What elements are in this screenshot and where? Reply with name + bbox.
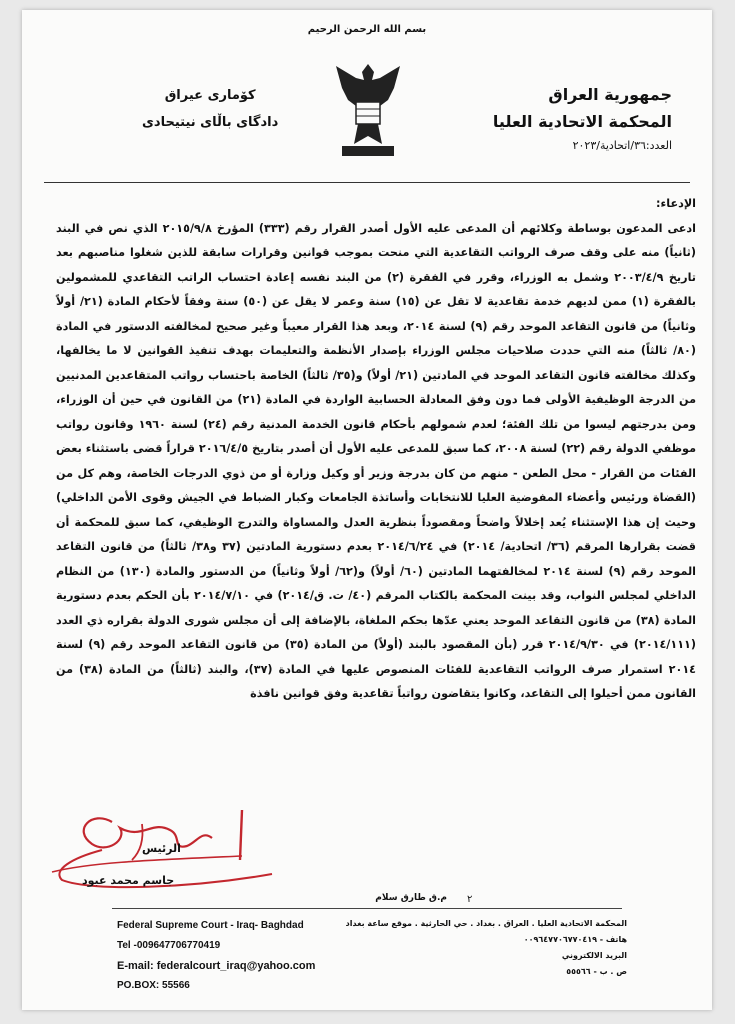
kurdish-court: دادگای باڵای نیتيحادی (142, 115, 279, 130)
footer-ar-pobox: ص . ب - ٥٥٥٦٦ (566, 967, 627, 976)
footer-ar-address: المحكمة الاتحادية العليا . العراق . بغداد . حي الحارثية . موقع ساعة بغداد (345, 919, 627, 928)
copy-to-initials: م.ق طارق سلام (375, 893, 447, 903)
header-arabic (493, 85, 672, 152)
claim-paragraph: ادعى المدعون بوساطة وكلائهم أن المدعى عليه الأول أصدر القرار رقم (٣٣٣) المؤرخ ٢٠١٥/٩/٨ الذي نص في البند (ثانياً) منه على وقف صرف الرواتب التقاعدية التي منحت بموجب قوانين وقرارات سابقة للذين شغلوا مناصبهم بعد تاريخ ٢٠٠٣/٤/٩ وشمل به الوزراء، وقرر في الفقرة (٢) من البند نفسه إعادة احتساب الراتب التقاعدي للمشمولين بالفقرة (١) ممن لديهم خدمة تقاعدية لا تقل عن (١٥) سنة وعمر لا يقل عن (٥٠) سنة وفقاً لأحكام المادة (٢١/ أولاً وثانياً) من قانون التقاعد الموحد رقم (٩) لسنة ٢٠١٤، وبعد هذا القرار معيباً وغير صحيح لمخالفته الدستور في المادة (٨٠/ ثالثاً) منه التي حددت صلاحيات مجلس الوزراء بإصدار الأنظمة والتعليمات بهدف تنفيذ القوانين لا ما يخالفها، وكذلك مخالفته قانون التقاعد الموحد في المادتين (٢١/ أولاً) و(٣٥/ ثالثاً) الخاصة باحتساب رواتب المتقاعدين المدنيين من الدرجة الوظيفية الأولى فما دون وفق المعادلة الحسابية الواردة في المادة (٢١) من القانون في حين أن الوزراء، ومن بدرجتهم ليسوا من تلك الفئة؛ لعدم شمولهم بأحكام قانون الخدمة المدنية رقم (٢٤) لسنة ١٩٦٠ وقانون رواتب موظفي الدولة رقم (٢٢) لسنة ٢٠٠٨، كما سبق للمدعى عليه الأول أن أصدر بتاريخ ٢٠١٦/٤/٥ قراراً قضى باستثناء بعض الفئات من القرار - محل الطعن - منهم من كان بدرجة وزير أو وكيل وزارة أو من ذوي الدرجات الخاصة، وهم كل من (القضاة ورئيس وأعضاء المفوضية العليا للانتخابات وأساتذة الجامعات وكبار الضباط في الجيش وقوى الأمن الداخلي) وحيث إن هذا الإستثناء يُعد إخلالاً واضحاً ومقصوداً بنظرية العدل والمساواة والتدرج الوظيفي، كما سبق للمحكمة أن قضت بقرارها المرقم (٣٦/ اتحادية/ ٢٠١٤) في ٢٠١٤/٦/٢٤ بعدم دستورية المادتين (٣٧ و٣٨/ ثالثاً) من قانون التقاعد الموحد رقم (٩) لسنة ٢٠١٤ لمخالفتهما المادتين (٦٠/ أولاً) و(٦٢/ أولاً وثانياً) من الدستور والمادة (١٣٠) من النظام الداخلي لمجلس النواب، وقد بينت المحكمة بالكتاب المرقم (٤٠/ ت. ق/٢٠١٤) في ٢٠١٤/٧/١٠ بأن الحكم بعدم دستورية المادة (٣٨) من قانون التقاعد الموحد يعني عدّها بحكم الملغاة، بالإضافة إلى أن مجلس شورى الدولة بقراره ذي العدد (٢٠١٤/١١١) في ٢٠١٤/٩/٣٠ قرر (بأن المقصود بالبند (أولاً) من المادة (٣٥) من قانون التقاعد الموحد رقم (٩) لسنة ٢٠١٤ استمرار صرف الرواتب التقاعدية للفئات المنصوص عليها في المادة (٣٧)، والبند (ثالثاً) من المادة (٣٨) من القانون ممن أحيلوا إلى التقاعد، وكانوا يتقاضون رواتباً تقاعدية وفق قوانين نافذة (56, 221, 696, 700)
president-name: جاسم محمد عبود (82, 874, 175, 887)
page-number: ٢ (467, 894, 473, 905)
iraq-emblem-icon (328, 58, 408, 168)
footer-divider (112, 908, 622, 909)
header-kurdish (142, 88, 278, 130)
basmala: بسم الله الرحمن الرحيم (307, 24, 427, 35)
footer-arabic (346, 916, 627, 980)
president-title: الرئيس (142, 842, 181, 855)
footer-ar-phone: هاتف - ٠٠٩٦٤٧٧٠٦٧٧٠٤١٩ (523, 935, 627, 944)
document-number: العدد:٣٦/اتحادية/٢٠٢٣ (572, 139, 672, 152)
header-divider (44, 182, 690, 183)
republic-name: جمهورية العراق (548, 85, 672, 104)
document-page (22, 10, 712, 1010)
footer-english (117, 916, 315, 996)
footer-pobox: PO.BOX: 55566 (117, 980, 190, 991)
footer-court-name: Federal Supreme Court - Iraq- Baghdad (117, 920, 304, 931)
footer-email: E-mail: federalcourt_iraq@yahoo.com (117, 960, 316, 972)
claim-section (56, 192, 696, 707)
footer-telephone: Tel -009647706770419 (117, 940, 221, 951)
section-heading: الإدعاء: (656, 197, 696, 210)
kurdish-country: كۆماری عيراق (164, 88, 256, 103)
court-name: المحكمة الاتحادية العليا (492, 112, 672, 131)
footer-ar-email-label: البريد الالكتروني (561, 951, 627, 960)
